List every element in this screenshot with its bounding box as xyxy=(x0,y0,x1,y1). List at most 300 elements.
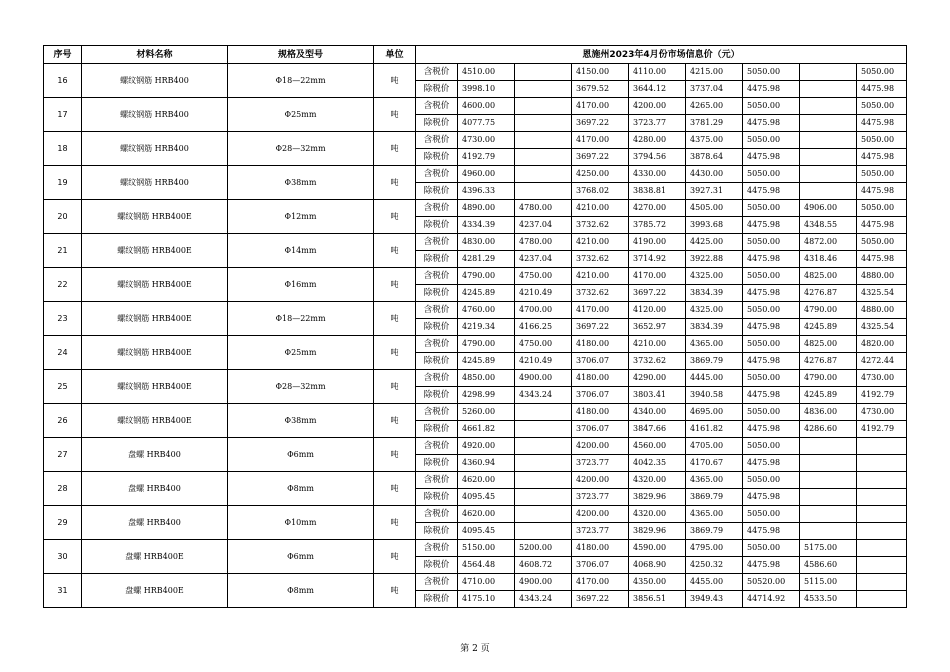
notax-price-label: 除税价 xyxy=(416,319,458,336)
tax-price-label: 含税价 xyxy=(416,166,458,183)
tax-price-cell: 4330.00 xyxy=(629,166,686,183)
notax-price-cell: 4245.89 xyxy=(458,353,515,370)
tax-price-cell: 4620.00 xyxy=(458,506,515,523)
notax-price-cell xyxy=(857,557,907,574)
notax-price-cell: 4475.98 xyxy=(743,251,800,268)
tax-price-label: 含税价 xyxy=(416,540,458,557)
tax-price-cell: 4110.00 xyxy=(629,64,686,81)
notax-price-cell: 4475.98 xyxy=(743,455,800,472)
table-row xyxy=(44,540,907,557)
notax-price-cell: 3781.29 xyxy=(686,115,743,132)
tax-price-cell: 5050.00 xyxy=(743,438,800,455)
tax-price-cell: 4325.00 xyxy=(686,302,743,319)
material-name: 螺纹钢筋 HRB400E xyxy=(82,302,228,336)
unit: 吨 xyxy=(374,404,416,438)
notax-price-cell: 4475.98 xyxy=(743,81,800,98)
tax-price-cell: 5050.00 xyxy=(743,370,800,387)
notax-price-cell xyxy=(800,523,857,540)
tax-price-cell: 4365.00 xyxy=(686,336,743,353)
tax-price-cell: 4170.00 xyxy=(572,302,629,319)
tax-price-cell: 4850.00 xyxy=(458,370,515,387)
tax-price-cell: 5050.00 xyxy=(743,64,800,81)
unit: 吨 xyxy=(374,370,416,404)
notax-price-cell: 4475.98 xyxy=(743,387,800,404)
tax-price-cell: 4760.00 xyxy=(458,302,515,319)
notax-price-cell: 4325.54 xyxy=(857,319,907,336)
spec-model: Φ18—22mm xyxy=(228,64,374,98)
tax-price-cell: 4190.00 xyxy=(629,234,686,251)
notax-price-cell: 3927.31 xyxy=(686,183,743,200)
notax-price-cell: 3732.62 xyxy=(572,217,629,234)
spec-model: Φ25mm xyxy=(228,98,374,132)
notax-price-label: 除税价 xyxy=(416,217,458,234)
material-name: 螺纹钢筋 HRB400 xyxy=(82,64,228,98)
row-number: 25 xyxy=(44,370,82,404)
notax-price-label: 除税价 xyxy=(416,183,458,200)
notax-price-cell: 4286.60 xyxy=(800,421,857,438)
notax-price-cell: 3922.88 xyxy=(686,251,743,268)
notax-price-cell: 4210.49 xyxy=(515,285,572,302)
tax-price-cell: 5050.00 xyxy=(857,98,907,115)
tax-price-cell xyxy=(800,472,857,489)
notax-price-cell: 4475.98 xyxy=(743,285,800,302)
notax-price-cell: 3869.79 xyxy=(686,489,743,506)
tax-price-cell: 4780.00 xyxy=(515,234,572,251)
notax-price-cell: 4396.33 xyxy=(458,183,515,200)
tax-price-cell: 4445.00 xyxy=(686,370,743,387)
unit: 吨 xyxy=(374,438,416,472)
notax-price-cell: 4237.04 xyxy=(515,217,572,234)
tax-price-cell: 4210.00 xyxy=(572,200,629,217)
table-row xyxy=(44,438,907,455)
notax-price-cell: 3869.79 xyxy=(686,353,743,370)
row-number: 24 xyxy=(44,336,82,370)
notax-price-cell: 4077.75 xyxy=(458,115,515,132)
tax-price-cell: 4750.00 xyxy=(515,336,572,353)
tax-price-cell xyxy=(800,438,857,455)
row-number: 27 xyxy=(44,438,82,472)
tax-price-cell: 5050.00 xyxy=(857,200,907,217)
tax-price-cell xyxy=(515,472,572,489)
notax-price-cell: 4475.98 xyxy=(743,353,800,370)
notax-price-cell: 3998.10 xyxy=(458,81,515,98)
tax-price-cell: 4825.00 xyxy=(800,268,857,285)
table-row xyxy=(44,200,907,217)
unit: 吨 xyxy=(374,200,416,234)
tax-price-cell: 5260.00 xyxy=(458,404,515,421)
notax-price-cell: 4219.34 xyxy=(458,319,515,336)
material-name: 螺纹钢筋 HRB400E xyxy=(82,234,228,268)
material-name: 盘螺 HRB400 xyxy=(82,472,228,506)
spec-model: Φ8mm xyxy=(228,472,374,506)
row-number: 26 xyxy=(44,404,82,438)
notax-price-cell xyxy=(800,81,857,98)
notax-price-cell: 4475.98 xyxy=(743,523,800,540)
notax-price-cell: 4360.94 xyxy=(458,455,515,472)
notax-price-label: 除税价 xyxy=(416,591,458,608)
tax-price-cell: 4620.00 xyxy=(458,472,515,489)
spec-model: Φ38mm xyxy=(228,166,374,200)
notax-price-cell: 44714.92 xyxy=(743,591,800,608)
table-row xyxy=(44,574,907,591)
tax-price-cell: 4180.00 xyxy=(572,404,629,421)
row-number: 17 xyxy=(44,98,82,132)
tax-price-cell: 4600.00 xyxy=(458,98,515,115)
tax-price-cell: 4375.00 xyxy=(686,132,743,149)
notax-price-cell: 3697.22 xyxy=(572,149,629,166)
tax-price-label: 含税价 xyxy=(416,370,458,387)
header-material: 材料名称 xyxy=(82,46,228,64)
notax-price-cell: 3714.92 xyxy=(629,251,686,268)
notax-price-label: 除税价 xyxy=(416,149,458,166)
unit: 吨 xyxy=(374,302,416,336)
material-name: 螺纹钢筋 HRB400E xyxy=(82,404,228,438)
notax-price-cell: 3829.96 xyxy=(629,523,686,540)
tax-price-cell: 4790.00 xyxy=(800,370,857,387)
notax-price-cell: 3652.97 xyxy=(629,319,686,336)
notax-price-cell: 3706.07 xyxy=(572,353,629,370)
notax-price-cell xyxy=(800,115,857,132)
material-name: 螺纹钢筋 HRB400E xyxy=(82,336,228,370)
row-number: 21 xyxy=(44,234,82,268)
tax-price-cell: 4170.00 xyxy=(629,268,686,285)
tax-price-cell: 5050.00 xyxy=(743,234,800,251)
unit: 吨 xyxy=(374,98,416,132)
spec-model: Φ6mm xyxy=(228,438,374,472)
material-name: 盘螺 HRB400 xyxy=(82,506,228,540)
tax-price-cell: 4505.00 xyxy=(686,200,743,217)
tax-price-cell: 5115.00 xyxy=(800,574,857,591)
material-name: 螺纹钢筋 HRB400E xyxy=(82,370,228,404)
table-row xyxy=(44,472,907,489)
notax-price-cell: 3723.77 xyxy=(572,523,629,540)
unit: 吨 xyxy=(374,336,416,370)
tax-price-cell xyxy=(800,64,857,81)
notax-price-cell xyxy=(515,115,572,132)
tax-price-cell: 4180.00 xyxy=(572,336,629,353)
notax-price-cell: 3993.68 xyxy=(686,217,743,234)
notax-price-cell: 4272.44 xyxy=(857,353,907,370)
notax-price-cell xyxy=(515,489,572,506)
notax-price-cell: 4095.45 xyxy=(458,523,515,540)
tax-price-cell: 5050.00 xyxy=(743,540,800,557)
tax-price-cell: 4170.00 xyxy=(572,574,629,591)
notax-price-cell: 4250.32 xyxy=(686,557,743,574)
row-number: 23 xyxy=(44,302,82,336)
tax-price-cell: 4210.00 xyxy=(572,268,629,285)
notax-price-cell: 4192.79 xyxy=(458,149,515,166)
material-name: 盘螺 HRB400E xyxy=(82,540,228,574)
notax-price-cell: 3706.07 xyxy=(572,421,629,438)
spec-model: Φ12mm xyxy=(228,200,374,234)
notax-price-cell xyxy=(800,183,857,200)
notax-price-cell: 3785.72 xyxy=(629,217,686,234)
notax-price-cell: 3949.43 xyxy=(686,591,743,608)
tax-price-label: 含税价 xyxy=(416,472,458,489)
tax-price-cell: 5050.00 xyxy=(857,64,907,81)
notax-price-cell: 3732.62 xyxy=(572,251,629,268)
material-name: 螺纹钢筋 HRB400 xyxy=(82,132,228,166)
notax-price-cell: 4475.98 xyxy=(857,115,907,132)
notax-price-cell xyxy=(515,149,572,166)
notax-price-cell: 4475.98 xyxy=(857,81,907,98)
notax-price-label: 除税价 xyxy=(416,251,458,268)
tax-price-cell: 4700.00 xyxy=(515,302,572,319)
tax-price-cell xyxy=(515,132,572,149)
notax-price-cell xyxy=(515,421,572,438)
notax-price-cell: 3794.56 xyxy=(629,149,686,166)
notax-price-cell: 4475.98 xyxy=(743,421,800,438)
tax-price-cell: 4750.00 xyxy=(515,268,572,285)
tax-price-cell: 4170.00 xyxy=(572,132,629,149)
tax-price-cell: 5050.00 xyxy=(743,98,800,115)
notax-price-cell: 4192.79 xyxy=(857,387,907,404)
notax-price-cell: 4170.67 xyxy=(686,455,743,472)
notax-price-cell: 4245.89 xyxy=(800,319,857,336)
row-number: 29 xyxy=(44,506,82,540)
unit: 吨 xyxy=(374,540,416,574)
tax-price-cell: 4795.00 xyxy=(686,540,743,557)
notax-price-cell: 4276.87 xyxy=(800,285,857,302)
tax-price-cell xyxy=(800,166,857,183)
notax-price-cell: 3829.96 xyxy=(629,489,686,506)
spec-model: Φ38mm xyxy=(228,404,374,438)
tax-price-cell: 4880.00 xyxy=(857,268,907,285)
notax-price-cell: 4161.82 xyxy=(686,421,743,438)
tax-price-cell: 4880.00 xyxy=(857,302,907,319)
tax-price-cell: 4830.00 xyxy=(458,234,515,251)
tax-price-cell: 4730.00 xyxy=(458,132,515,149)
notax-price-label: 除税价 xyxy=(416,557,458,574)
material-name: 盘螺 HRB400E xyxy=(82,574,228,608)
tax-price-cell: 4900.00 xyxy=(515,370,572,387)
material-name: 盘螺 HRB400 xyxy=(82,438,228,472)
notax-price-cell: 4475.98 xyxy=(743,183,800,200)
row-number: 31 xyxy=(44,574,82,608)
unit: 吨 xyxy=(374,166,416,200)
tax-price-cell: 4430.00 xyxy=(686,166,743,183)
tax-price-cell: 5050.00 xyxy=(743,132,800,149)
tax-price-cell: 4365.00 xyxy=(686,472,743,489)
notax-price-cell: 3644.12 xyxy=(629,81,686,98)
tax-price-cell: 4425.00 xyxy=(686,234,743,251)
notax-price-cell: 3847.66 xyxy=(629,421,686,438)
tax-price-cell: 4836.00 xyxy=(800,404,857,421)
tax-price-cell: 5050.00 xyxy=(857,166,907,183)
tax-price-cell: 5050.00 xyxy=(743,166,800,183)
notax-price-cell: 4475.98 xyxy=(743,149,800,166)
tax-price-cell: 4320.00 xyxy=(629,506,686,523)
header-price-title: 恩施州2023年4月份市场信息价（元） xyxy=(416,46,907,64)
spec-model: Φ28—32mm xyxy=(228,132,374,166)
notax-price-cell: 4298.99 xyxy=(458,387,515,404)
tax-price-cell: 4250.00 xyxy=(572,166,629,183)
tax-price-cell: 4320.00 xyxy=(629,472,686,489)
unit: 吨 xyxy=(374,574,416,608)
unit: 吨 xyxy=(374,132,416,166)
tax-price-cell xyxy=(515,64,572,81)
tax-price-cell: 5050.00 xyxy=(743,472,800,489)
row-number: 18 xyxy=(44,132,82,166)
tax-price-cell xyxy=(857,438,907,455)
unit: 吨 xyxy=(374,64,416,98)
tax-price-cell: 4325.00 xyxy=(686,268,743,285)
tax-price-cell: 4790.00 xyxy=(458,336,515,353)
tax-price-cell: 4590.00 xyxy=(629,540,686,557)
notax-price-cell: 4166.25 xyxy=(515,319,572,336)
tax-price-label: 含税价 xyxy=(416,574,458,591)
tax-price-cell: 4150.00 xyxy=(572,64,629,81)
tax-price-cell: 4825.00 xyxy=(800,336,857,353)
notax-price-cell: 4348.55 xyxy=(800,217,857,234)
notax-price-cell: 4042.35 xyxy=(629,455,686,472)
tax-price-cell: 5150.00 xyxy=(458,540,515,557)
notax-price-cell: 4475.98 xyxy=(743,115,800,132)
notax-price-label: 除税价 xyxy=(416,353,458,370)
tax-price-cell xyxy=(857,574,907,591)
tax-price-cell: 4200.00 xyxy=(629,98,686,115)
tax-price-cell: 4290.00 xyxy=(629,370,686,387)
notax-price-cell xyxy=(857,489,907,506)
tax-price-label: 含税价 xyxy=(416,200,458,217)
notax-price-cell: 3940.58 xyxy=(686,387,743,404)
tax-price-cell: 4710.00 xyxy=(458,574,515,591)
notax-price-cell: 4334.39 xyxy=(458,217,515,234)
tax-price-cell xyxy=(800,98,857,115)
notax-price-cell: 3697.22 xyxy=(572,591,629,608)
notax-price-cell: 4281.29 xyxy=(458,251,515,268)
tax-price-cell: 4900.00 xyxy=(515,574,572,591)
tax-price-cell: 4730.00 xyxy=(857,370,907,387)
tax-price-label: 含税价 xyxy=(416,268,458,285)
notax-price-cell xyxy=(515,455,572,472)
tax-price-cell: 4215.00 xyxy=(686,64,743,81)
tax-price-cell: 4560.00 xyxy=(629,438,686,455)
table-header-row xyxy=(44,46,907,64)
notax-price-cell: 3723.77 xyxy=(572,489,629,506)
notax-price-cell: 3723.77 xyxy=(629,115,686,132)
tax-price-cell: 4120.00 xyxy=(629,302,686,319)
notax-price-cell: 4533.50 xyxy=(800,591,857,608)
tax-price-cell xyxy=(857,472,907,489)
notax-price-cell: 4564.48 xyxy=(458,557,515,574)
notax-price-cell: 3803.41 xyxy=(629,387,686,404)
tax-price-cell: 4210.00 xyxy=(572,234,629,251)
spec-model: Φ18—22mm xyxy=(228,302,374,336)
notax-price-cell xyxy=(857,523,907,540)
tax-price-cell: 5050.00 xyxy=(743,506,800,523)
notax-price-cell: 4475.98 xyxy=(743,489,800,506)
notax-price-cell: 4475.98 xyxy=(743,557,800,574)
tax-price-label: 含税价 xyxy=(416,302,458,319)
notax-price-cell: 4608.72 xyxy=(515,557,572,574)
tax-price-cell: 4210.00 xyxy=(629,336,686,353)
notax-price-cell: 4586.60 xyxy=(800,557,857,574)
notax-price-cell xyxy=(857,455,907,472)
spec-model: Φ8mm xyxy=(228,574,374,608)
notax-price-cell: 4175.10 xyxy=(458,591,515,608)
tax-price-label: 含税价 xyxy=(416,234,458,251)
notax-price-cell: 4210.49 xyxy=(515,353,572,370)
notax-price-label: 除税价 xyxy=(416,115,458,132)
tax-price-cell: 5175.00 xyxy=(800,540,857,557)
notax-price-label: 除税价 xyxy=(416,455,458,472)
notax-price-cell: 4192.79 xyxy=(857,421,907,438)
tax-price-label: 含税价 xyxy=(416,336,458,353)
material-name: 螺纹钢筋 HRB400E xyxy=(82,200,228,234)
header-unit: 单位 xyxy=(374,46,416,64)
notax-price-cell xyxy=(515,523,572,540)
material-name: 螺纹钢筋 HRB400E xyxy=(82,268,228,302)
notax-price-cell: 4475.98 xyxy=(857,251,907,268)
tax-price-cell: 4455.00 xyxy=(686,574,743,591)
notax-price-label: 除税价 xyxy=(416,81,458,98)
tax-price-cell: 5050.00 xyxy=(743,302,800,319)
tax-price-cell: 4265.00 xyxy=(686,98,743,115)
notax-price-cell: 3679.52 xyxy=(572,81,629,98)
table-row xyxy=(44,506,907,523)
tax-price-cell: 5050.00 xyxy=(743,268,800,285)
notax-price-cell xyxy=(800,455,857,472)
tax-price-cell: 4180.00 xyxy=(572,540,629,557)
tax-price-cell: 4350.00 xyxy=(629,574,686,591)
tax-price-cell: 50520.00 xyxy=(743,574,800,591)
notax-price-cell: 3706.07 xyxy=(572,557,629,574)
notax-price-cell: 3834.39 xyxy=(686,319,743,336)
tax-price-cell xyxy=(515,166,572,183)
notax-price-cell: 4068.90 xyxy=(629,557,686,574)
tax-price-cell: 4730.00 xyxy=(857,404,907,421)
tax-price-cell: 4780.00 xyxy=(515,200,572,217)
tax-price-cell: 4695.00 xyxy=(686,404,743,421)
notax-price-cell: 4343.24 xyxy=(515,387,572,404)
notax-price-cell: 4237.04 xyxy=(515,251,572,268)
unit: 吨 xyxy=(374,506,416,540)
notax-price-cell: 4343.24 xyxy=(515,591,572,608)
notax-price-cell: 3697.22 xyxy=(572,115,629,132)
tax-price-label: 含税价 xyxy=(416,98,458,115)
tax-price-cell: 5050.00 xyxy=(743,200,800,217)
tax-price-cell: 5050.00 xyxy=(743,404,800,421)
tax-price-label: 含税价 xyxy=(416,438,458,455)
notax-price-cell: 3768.02 xyxy=(572,183,629,200)
row-number: 16 xyxy=(44,64,82,98)
notax-price-cell: 4245.89 xyxy=(800,387,857,404)
notax-price-cell: 3838.81 xyxy=(629,183,686,200)
notax-price-cell: 3856.51 xyxy=(629,591,686,608)
tax-price-cell xyxy=(857,506,907,523)
table-row xyxy=(44,336,907,353)
notax-price-cell xyxy=(857,591,907,608)
tax-price-cell: 4790.00 xyxy=(458,268,515,285)
page-number: 第 2 页 xyxy=(460,644,490,654)
material-name: 螺纹钢筋 HRB400 xyxy=(82,166,228,200)
table-row xyxy=(44,234,907,251)
table-row xyxy=(44,132,907,149)
notax-price-cell: 3732.62 xyxy=(629,353,686,370)
table-row xyxy=(44,302,907,319)
row-number: 30 xyxy=(44,540,82,574)
tax-price-cell: 4200.00 xyxy=(572,472,629,489)
tax-price-cell: 5050.00 xyxy=(857,234,907,251)
tax-price-cell: 4200.00 xyxy=(572,438,629,455)
notax-price-cell: 3737.04 xyxy=(686,81,743,98)
notax-price-cell: 3878.64 xyxy=(686,149,743,166)
tax-price-cell: 4906.00 xyxy=(800,200,857,217)
tax-price-cell: 5200.00 xyxy=(515,540,572,557)
tax-price-cell xyxy=(515,404,572,421)
row-number: 20 xyxy=(44,200,82,234)
